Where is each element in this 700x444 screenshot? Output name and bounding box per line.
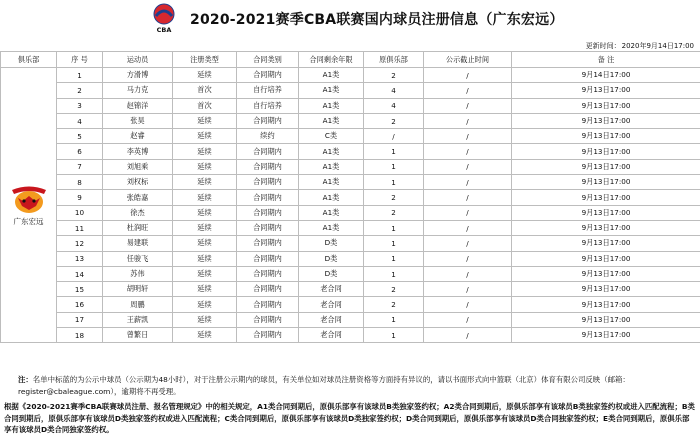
table-cell: 刘权标 <box>103 175 173 190</box>
table-cell: 老合同 <box>299 312 364 327</box>
table-cell: / <box>424 297 512 312</box>
table-cell: 9月13日17:00 <box>512 282 700 297</box>
table-row <box>1 144 700 159</box>
table-cell: D类 <box>299 266 364 281</box>
table-cell: 9月13日17:00 <box>512 175 700 190</box>
table-row <box>1 175 700 190</box>
table-row <box>1 83 700 98</box>
table-cell: 续约 <box>237 129 299 144</box>
table-row <box>1 190 700 205</box>
table-cell: 9月13日17:00 <box>512 113 700 128</box>
table-cell: A1类 <box>299 205 364 220</box>
table-cell: 合同期内 <box>237 266 299 281</box>
table-cell: 2 <box>364 282 424 297</box>
table-cell: 方滑博 <box>103 68 173 83</box>
table-cell: 14 <box>57 266 103 281</box>
table-cell: 赵锦洋 <box>103 98 173 113</box>
table-row <box>1 328 700 343</box>
table-cell: 1 <box>57 68 103 83</box>
table-cell: D类 <box>299 251 364 266</box>
table-cell: 3 <box>57 98 103 113</box>
table-cell: 刘旭乘 <box>103 159 173 174</box>
table-row <box>1 113 700 128</box>
table-cell: 合同期内 <box>237 205 299 220</box>
table-cell: 首次 <box>173 83 237 98</box>
table-cell: 合同期内 <box>237 251 299 266</box>
table-cell: A1类 <box>299 98 364 113</box>
table-cell: 1 <box>364 328 424 343</box>
table-row <box>1 159 700 174</box>
table-body <box>1 68 700 343</box>
table-cell: 张皓嘉 <box>103 190 173 205</box>
table-cell: 9月13日17:00 <box>512 205 700 220</box>
table-row <box>1 312 700 327</box>
table-cell: 2 <box>364 68 424 83</box>
notes <box>0 374 700 436</box>
table-cell: 合同期内 <box>237 312 299 327</box>
table-cell: 17 <box>57 312 103 327</box>
column-header: 运动员 <box>103 52 173 68</box>
table-cell: 18 <box>57 328 103 343</box>
table-cell: 10 <box>57 205 103 220</box>
club-box <box>1 184 56 227</box>
table-cell: 9 <box>57 190 103 205</box>
table-cell: 11 <box>57 220 103 235</box>
table-cell: / <box>424 129 512 144</box>
table-cell: 9月13日17:00 <box>512 236 700 251</box>
table-cell: 任骏飞 <box>103 251 173 266</box>
table-cell: 2 <box>57 83 103 98</box>
column-header: 备 注 <box>512 52 700 68</box>
update-time-label: 更新时间： <box>585 42 621 50</box>
table-cell: 9月13日17:00 <box>512 190 700 205</box>
table-cell: 4 <box>364 83 424 98</box>
table-cell: 9月13日17:00 <box>512 98 700 113</box>
table-cell: 合同期内 <box>237 159 299 174</box>
table-cell: 王薪凯 <box>103 312 173 327</box>
table-cell: 1 <box>364 236 424 251</box>
table-row <box>1 282 700 297</box>
table-cell: 合同期内 <box>237 236 299 251</box>
table-cell: 8 <box>57 175 103 190</box>
table-cell: 自行培养 <box>237 98 299 113</box>
table-cell: 合同期内 <box>237 328 299 343</box>
column-header: 公示截止时间 <box>424 52 512 68</box>
table-header-row <box>1 52 700 68</box>
table-cell: 延续 <box>173 113 237 128</box>
table-cell: 延续 <box>173 236 237 251</box>
table-cell: 4 <box>364 98 424 113</box>
table-cell: 合同期内 <box>237 68 299 83</box>
table-row <box>1 297 700 312</box>
table-cell: 合同期内 <box>237 144 299 159</box>
table-cell: 1 <box>364 266 424 281</box>
table-cell: 延续 <box>173 297 237 312</box>
table-cell: A1类 <box>299 68 364 83</box>
table-cell: 2 <box>364 190 424 205</box>
table-cell: 2 <box>364 113 424 128</box>
table-cell: 自行培养 <box>237 83 299 98</box>
table-cell: 李英博 <box>103 144 173 159</box>
table-cell: 赵睿 <box>103 129 173 144</box>
table-cell: 延续 <box>173 144 237 159</box>
table-cell: 延续 <box>173 205 237 220</box>
table-cell: / <box>424 251 512 266</box>
table-cell: 1 <box>364 159 424 174</box>
table-cell: 1 <box>364 312 424 327</box>
table-cell: 9月13日17:00 <box>512 129 700 144</box>
table-cell: 易建联 <box>103 236 173 251</box>
table-cell: / <box>424 312 512 327</box>
table-cell: 胡明轩 <box>103 282 173 297</box>
table-cell: 2 <box>364 205 424 220</box>
page-title: 2020-2021赛季CBA联赛国内球员注册信息（广东宏远） <box>190 12 564 28</box>
table-cell: 延续 <box>173 312 237 327</box>
table-cell: / <box>424 220 512 235</box>
table-cell: 延续 <box>173 159 237 174</box>
table-cell: 苏伟 <box>103 266 173 281</box>
table-cell: / <box>424 159 512 174</box>
note-2: 根据《2020-2021赛季CBA联赛球员注册、报名管理规定》中的相关规定，A1类合同到期后，原俱乐部享有该球员B类独家签约权；A2类合同到期后，原俱乐部享有该球员B类独家签约权或进入匹配流程；B类合同到期后，原俱乐部享有该球员D类独家签约权或进入匹配流程；C类合同到期后，原俱乐部享有该球员D类独家签约权；D类合同到期后，原俱乐部享有该球员D类合同独家签约权；E类合同到期后，原俱乐部享有该球员D类合同独家签约权。 <box>4 402 695 434</box>
table-cell: A1类 <box>299 220 364 235</box>
table-cell: 13 <box>57 251 103 266</box>
table-cell: 老合同 <box>299 328 364 343</box>
table-cell: / <box>424 266 512 281</box>
column-header: 原俱乐部 <box>364 52 424 68</box>
table-cell: A1类 <box>299 190 364 205</box>
table-row <box>1 205 700 220</box>
table-cell: 合同期内 <box>237 297 299 312</box>
table-cell: / <box>424 205 512 220</box>
table-cell: 9月13日17:00 <box>512 297 700 312</box>
table-cell: 1 <box>364 251 424 266</box>
table-cell: 延续 <box>173 251 237 266</box>
table-row <box>1 251 700 266</box>
table-cell: / <box>424 83 512 98</box>
table-cell: / <box>424 98 512 113</box>
table-cell: 延续 <box>173 328 237 343</box>
table-cell: 延续 <box>173 68 237 83</box>
cba-logo-text: CBA <box>156 26 172 34</box>
table-cell: 9月13日17:00 <box>512 83 700 98</box>
table-row <box>1 129 700 144</box>
update-time-value: 2020年9月14日17:00 <box>621 42 694 50</box>
note-1-prefix: 注： <box>18 375 33 384</box>
note-1-body: 名单中标蓝的为公示中球员（公示期为48小时），对于注册公示期内的球员，有关单位如对球员注册资格等方面持有异议的，请以书面形式向中篮联（北京）体育有限公司反映（邮箱：register@cbaleague.com），逾期将不再受理。 <box>18 375 630 396</box>
table-cell: 合同期内 <box>237 220 299 235</box>
table-cell: 6 <box>57 144 103 159</box>
table-cell: 15 <box>57 282 103 297</box>
table-cell: A1类 <box>299 113 364 128</box>
table-cell: 合同期内 <box>237 190 299 205</box>
guangdong-tigers-logo <box>10 184 48 214</box>
table-cell: / <box>424 113 512 128</box>
table-cell: 7 <box>57 159 103 174</box>
table-cell: 延续 <box>173 190 237 205</box>
club-cell <box>1 68 57 343</box>
table-cell: 马力克 <box>103 83 173 98</box>
table-cell: / <box>424 190 512 205</box>
table-row <box>1 68 700 83</box>
table-cell: 9月13日17:00 <box>512 266 700 281</box>
table-cell: D类 <box>299 236 364 251</box>
table-cell: 徐杰 <box>103 205 173 220</box>
table-cell: / <box>424 282 512 297</box>
table-cell: 9月13日17:00 <box>512 328 700 343</box>
table-cell: 首次 <box>173 98 237 113</box>
note-1 <box>0 374 700 397</box>
table-cell: 延续 <box>173 129 237 144</box>
table-cell: 老合同 <box>299 282 364 297</box>
table-cell: 9月13日17:00 <box>512 220 700 235</box>
table-cell: C类 <box>299 129 364 144</box>
table-cell: / <box>424 144 512 159</box>
table-cell: 9月13日17:00 <box>512 251 700 266</box>
table-cell: / <box>364 129 424 144</box>
club-name: 广东宏远 <box>13 216 44 226</box>
table-cell: 9月13日17:00 <box>512 159 700 174</box>
table-cell: A1类 <box>299 144 364 159</box>
update-time <box>585 41 694 51</box>
table-cell: A1类 <box>299 175 364 190</box>
table-cell: / <box>424 68 512 83</box>
table-row <box>1 220 700 235</box>
table-cell: 延续 <box>173 220 237 235</box>
table-cell: 延续 <box>173 175 237 190</box>
table-cell: 合同期内 <box>237 175 299 190</box>
table-cell: 12 <box>57 236 103 251</box>
cba-logo <box>153 3 175 35</box>
table-cell: 曾繁日 <box>103 328 173 343</box>
table-cell: 9月13日17:00 <box>512 312 700 327</box>
table-cell: 5 <box>57 129 103 144</box>
table-cell: 延续 <box>173 266 237 281</box>
table-cell: 老合同 <box>299 297 364 312</box>
column-header: 注册类型 <box>173 52 237 68</box>
table-cell: 合同期内 <box>237 113 299 128</box>
table-cell: A1类 <box>299 159 364 174</box>
column-header: 合同剩余年限 <box>299 52 364 68</box>
table-cell: A1类 <box>299 83 364 98</box>
table-row <box>1 266 700 281</box>
table-cell: 张昊 <box>103 113 173 128</box>
table-cell: / <box>424 175 512 190</box>
table-cell: 1 <box>364 175 424 190</box>
table-cell: / <box>424 328 512 343</box>
table-cell: / <box>424 236 512 251</box>
registration-table <box>0 51 700 343</box>
column-header: 合同类别 <box>237 52 299 68</box>
table-cell: 1 <box>364 220 424 235</box>
table-cell: 杜润旺 <box>103 220 173 235</box>
table-cell: 9月13日17:00 <box>512 144 700 159</box>
table-cell: 9月14日17:00 <box>512 68 700 83</box>
header <box>0 0 700 38</box>
table-cell: 延续 <box>173 282 237 297</box>
table-cell: 2 <box>364 297 424 312</box>
table-cell: 1 <box>364 144 424 159</box>
table-row <box>1 98 700 113</box>
table-cell: 合同期内 <box>237 282 299 297</box>
table-cell: 4 <box>57 113 103 128</box>
table-cell: 16 <box>57 297 103 312</box>
column-header: 俱乐部 <box>1 52 57 68</box>
table-row <box>1 236 700 251</box>
table-cell: 周鹏 <box>103 297 173 312</box>
column-header: 序 号 <box>57 52 103 68</box>
